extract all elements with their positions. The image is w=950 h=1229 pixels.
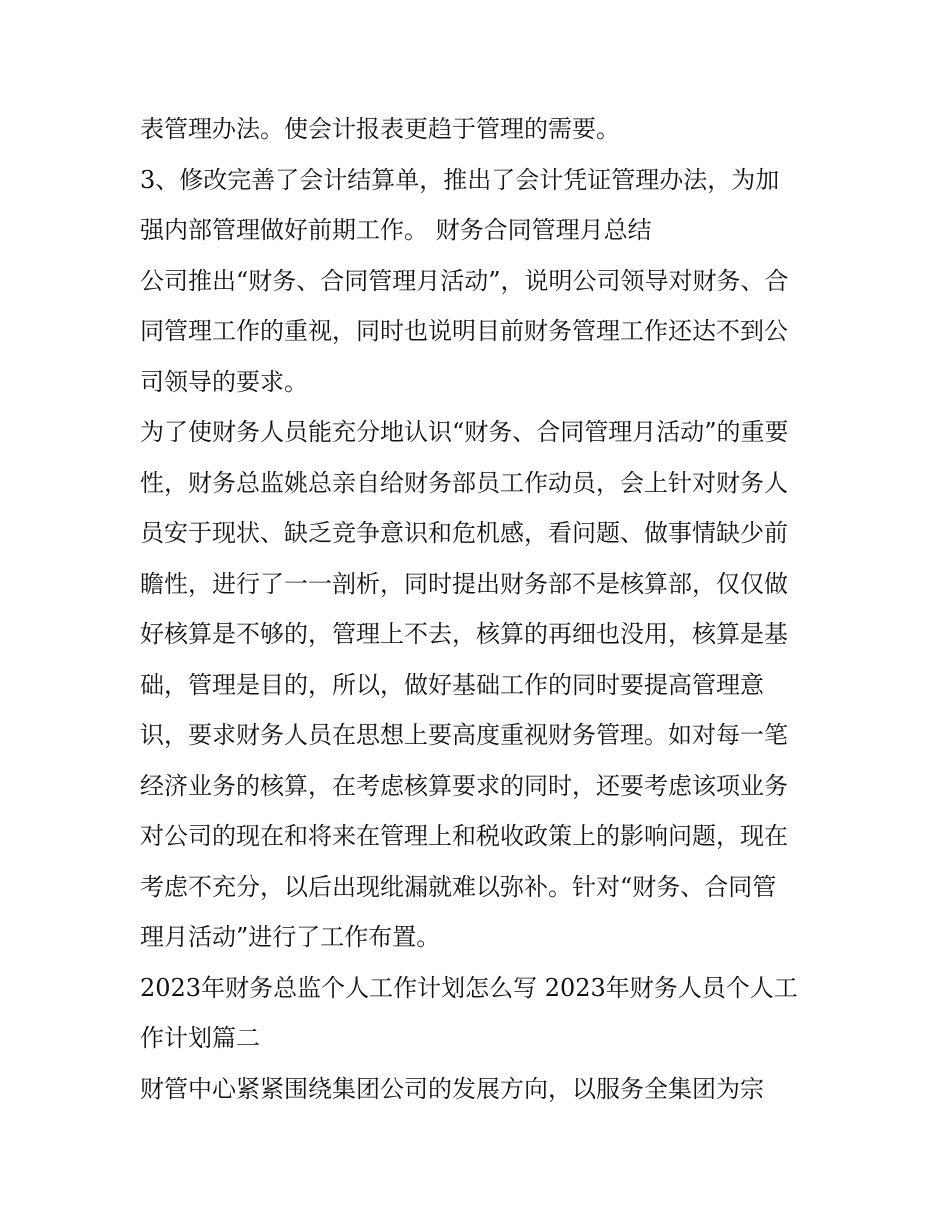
- text-line: 同管理工作的重视，同时也说明目前财务管理工作还达不到公: [140, 317, 788, 345]
- text-line: 对公司的现在和将来在管理上和税收政策上的影响问题，现在: [140, 822, 788, 850]
- text-line: 考虑不充分，以后出现纰漏就难以弥补。针对“财务、合同管: [140, 872, 777, 901]
- text-line: 2023年财务总监个人工作计划怎么写 2023年财务人员个人工: [140, 973, 798, 1002]
- text-line: 表管理办法。使会计报表更趋于管理的需要。: [140, 115, 620, 143]
- text-line: 公司推出“财务、合同管理月活动”，说明公司领导对财务、合: [140, 266, 789, 295]
- text-line: 强内部管理做好前期工作。 财务合同管理月总结: [140, 216, 652, 244]
- text-line: 识，要求财务人员在思想上要高度重视财务管理。如对每一笔: [140, 721, 788, 749]
- text-line: 经济业务的核算，在考虑核算要求的同时，还要考虑该项业务: [140, 771, 788, 800]
- text-line: 财管中心紧紧围绕集团公司的发展方向，以服务全集团为宗: [140, 1074, 764, 1103]
- text-line: 作计划篇二: [140, 1024, 260, 1052]
- text-line: 础，管理是目的，所以，做好基础工作的同时要提高管理意: [140, 670, 764, 699]
- text-line: 性，财务总监姚总亲自给财务部员工作动员，会上针对财务人: [140, 468, 788, 497]
- text-line: 3、修改完善了会计结算单，推出了会计凭证管理办法，为加: [140, 165, 780, 194]
- text-line: 司领导的要求。: [140, 367, 308, 396]
- text-line: 为了使财务人员能充分地认识“财务、合同管理月活动”的重要: [140, 418, 789, 446]
- text-line: 瞻性，进行了一一剖析，同时提出财务部不是核算部，仅仅做: [140, 569, 788, 598]
- body-text: [140, 104, 830, 1114]
- text-line: 员安于现状、缺乏竞争意识和危机感，看问题、做事情缺少前: [140, 519, 788, 547]
- text-line: 理月活动”进行了工作布置。: [140, 923, 441, 951]
- text-line: 好核算是不够的，管理上不去，核算的再细也没用，核算是基: [140, 620, 788, 648]
